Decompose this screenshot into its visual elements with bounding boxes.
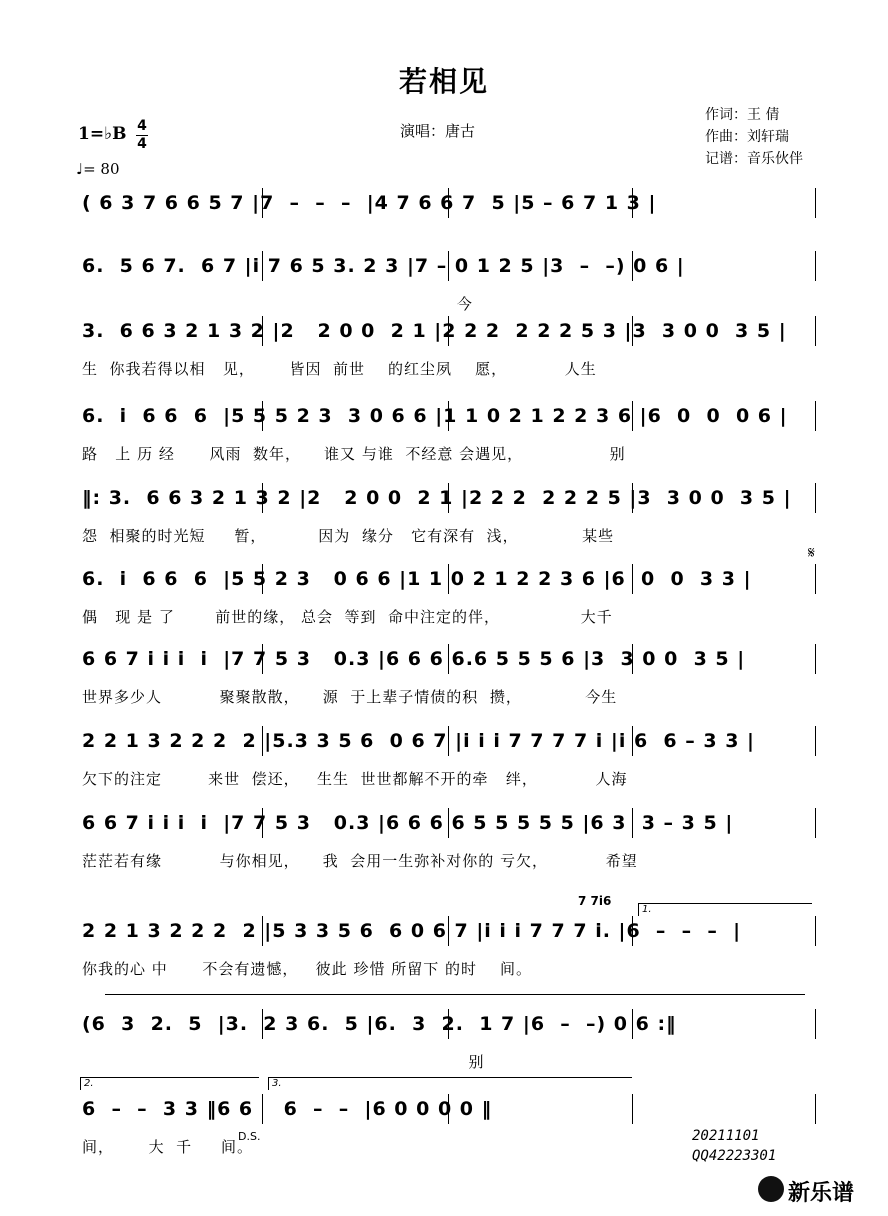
notation-line: ( 6 3 7 6 6 5 7 |7 – – – |4 7 6 6 7 5 |5 – 6 7 1 3 | bbox=[82, 192, 657, 214]
barline bbox=[815, 564, 816, 594]
lyric-line: 茫茫若有缘 与你相见， 我 会用一生弥补对你的 亏欠， 希望 bbox=[82, 852, 638, 870]
song-title: 若相见 bbox=[398, 65, 489, 98]
logo-disc-icon bbox=[758, 1176, 784, 1202]
ds-marking: D.S. bbox=[238, 1130, 261, 1143]
score-row bbox=[0, 730, 888, 820]
barline bbox=[262, 564, 263, 594]
barline bbox=[632, 1009, 633, 1039]
score-row bbox=[0, 487, 888, 577]
barline bbox=[448, 644, 449, 674]
barline bbox=[448, 808, 449, 838]
score-row bbox=[0, 568, 888, 658]
lyric-line: 你我的心 中 不会有遗憾， 彼此 珍惜 所留下 的时 间。 bbox=[82, 960, 533, 978]
barline bbox=[262, 808, 263, 838]
lyric-line: 今 bbox=[82, 295, 473, 313]
barline bbox=[815, 916, 816, 946]
grace-notes: 7 7i6 bbox=[578, 894, 612, 908]
barline bbox=[448, 401, 449, 431]
notation-line: 6. i 6 6 6 |5 5 2 3 0 6 6 |1 1 0 2 1 2 2 3 6 |6 0 0 3 3 | bbox=[82, 568, 752, 590]
notation-line: 6 6 7 i i i i |7 7 5 3 0.3 |6 6 6 6.6 5 5 5 6 |3 3 0 0 3 5 | bbox=[82, 648, 746, 670]
volta-2: 2. bbox=[80, 1077, 259, 1090]
time-sig-top: 4 bbox=[137, 118, 147, 134]
barline bbox=[448, 316, 449, 346]
barline bbox=[632, 483, 633, 513]
volta-3: 3. bbox=[268, 1077, 632, 1090]
barline bbox=[632, 644, 633, 674]
barline bbox=[815, 644, 816, 674]
segno-sign: 𝄋 bbox=[808, 543, 815, 562]
notation-line: 6 – – 3 3 ‖6 6 6 – – |6 0 0 0 0 ‖ bbox=[82, 1098, 493, 1120]
barline bbox=[262, 316, 263, 346]
score-row bbox=[0, 812, 888, 902]
notation-line: 6. i 6 6 6 |5 5 5 2 3 3 0 6 6 |1 1 0 2 1 2 2 3 6 |6 0 0 0 6 | bbox=[82, 405, 788, 427]
barline bbox=[632, 401, 633, 431]
lyric-line: 欠下的注定 来世 偿还， 生生 世世都解不开的牵 绊， 人海 bbox=[82, 770, 628, 788]
repeat-bracket-line bbox=[105, 994, 805, 995]
barline bbox=[448, 251, 449, 281]
barline bbox=[815, 1094, 816, 1124]
barline bbox=[262, 1009, 263, 1039]
barline bbox=[815, 808, 816, 838]
barline bbox=[815, 726, 816, 756]
barline bbox=[632, 251, 633, 281]
barline bbox=[262, 188, 263, 218]
singer-credit: 演唱：唐古 bbox=[400, 122, 476, 140]
barline bbox=[448, 1094, 449, 1124]
notation-line: 6 6 7 i i i i |7 7 5 3 0.3 |6 6 6 6 5 5 5 5 5 |6 3 3 – 3 5 | bbox=[82, 812, 734, 834]
time-signature bbox=[136, 118, 148, 153]
site-logo: 新乐谱 bbox=[788, 1181, 855, 1206]
notation-line: 3. 6 6 3 2 1 3 2 |2 2 0 0 2 1 |2 2 2 2 2 2 5 3 |3 3 0 0 3 5 | bbox=[82, 320, 787, 342]
score-row bbox=[0, 920, 888, 1010]
transcriber-credit: 记谱：音乐伙伴 bbox=[705, 151, 803, 167]
barline bbox=[632, 808, 633, 838]
barline bbox=[632, 1094, 633, 1124]
lyric-line: 生 你我若得以相 见， 皆因 前世 的红尘夙 愿， 人生 bbox=[82, 360, 597, 378]
lyric-line: 间， 大 千 间。 bbox=[82, 1138, 253, 1156]
barline bbox=[262, 1094, 263, 1124]
barline bbox=[262, 726, 263, 756]
notation-line: 2 2 1 3 2 2 2 2 |5.3 3 5 6 0 6 7 |i i i 7 7 7 7 i |i 6 6 – 3 3 | bbox=[82, 730, 755, 752]
notation-line: 6. 5 6 7. 6 7 |i 7 6 5 3. 2 3 |7 – 0 1 2 5 |3 – –) 0 6 | bbox=[82, 255, 685, 277]
score-row bbox=[0, 320, 888, 410]
tempo-marking: ♩= 80 bbox=[76, 160, 120, 178]
barline bbox=[448, 483, 449, 513]
key-signature: 1=♭B bbox=[78, 124, 127, 144]
lyric-line: 怨 相聚的时光短 暂， 因为 缘分 它有深有 浅， 某些 bbox=[82, 527, 615, 545]
lyric-line: 路 上 历 经 风雨 数年， 谁又 与谁 不经意 会遇见， 别 bbox=[82, 445, 626, 463]
composer-credit: 作曲：刘轩瑞 bbox=[705, 129, 789, 145]
notation-line: (6 3 2. 5 |3. 2 3 6. 5 |6. 3 2. 1 7 |6 – –) 0 6 :‖ bbox=[82, 1013, 677, 1035]
lyricist-credit: 作词：王 倩 bbox=[705, 107, 780, 123]
lyric-line: 偶 现 是 了 前世的缘， 总会 等到 命中注定的伴， 大千 bbox=[82, 608, 613, 626]
barline bbox=[815, 188, 816, 218]
volta-1: 1. bbox=[638, 903, 812, 916]
lyric-line: 世界多少人 聚聚散散， 源 于上辈子情债的积 攒， 今生 bbox=[82, 688, 618, 706]
lyric-line: 别 bbox=[82, 1053, 485, 1071]
notation-line: 2 2 1 3 2 2 2 2 |5 3 3 5 6 6 0 6 7 |i i i 7 7 7 i. |6 – – – | bbox=[82, 920, 742, 942]
barline bbox=[262, 251, 263, 281]
barline bbox=[632, 726, 633, 756]
barline bbox=[448, 1009, 449, 1039]
barline bbox=[448, 916, 449, 946]
barline bbox=[815, 251, 816, 281]
barline bbox=[632, 916, 633, 946]
barline bbox=[632, 188, 633, 218]
barline bbox=[262, 916, 263, 946]
barline bbox=[632, 316, 633, 346]
barline bbox=[262, 483, 263, 513]
score-row bbox=[0, 648, 888, 738]
barline bbox=[448, 188, 449, 218]
signature-qq: QQ42223301 bbox=[692, 1148, 777, 1164]
barline bbox=[815, 316, 816, 346]
barline bbox=[815, 1009, 816, 1039]
barline bbox=[262, 401, 263, 431]
barline bbox=[815, 401, 816, 431]
score-row bbox=[0, 405, 888, 495]
signature-date: 20211101 bbox=[692, 1128, 760, 1144]
barline bbox=[448, 564, 449, 594]
barline bbox=[815, 483, 816, 513]
time-sig-bottom: 4 bbox=[137, 136, 147, 152]
notation-line: ‖: 3. 6 6 3 2 1 3 2 |2 2 0 0 2 1 |2 2 2 2 2 2 5 |3 3 0 0 3 5 | bbox=[82, 487, 792, 509]
barline bbox=[448, 726, 449, 756]
barline bbox=[632, 564, 633, 594]
barline bbox=[262, 644, 263, 674]
